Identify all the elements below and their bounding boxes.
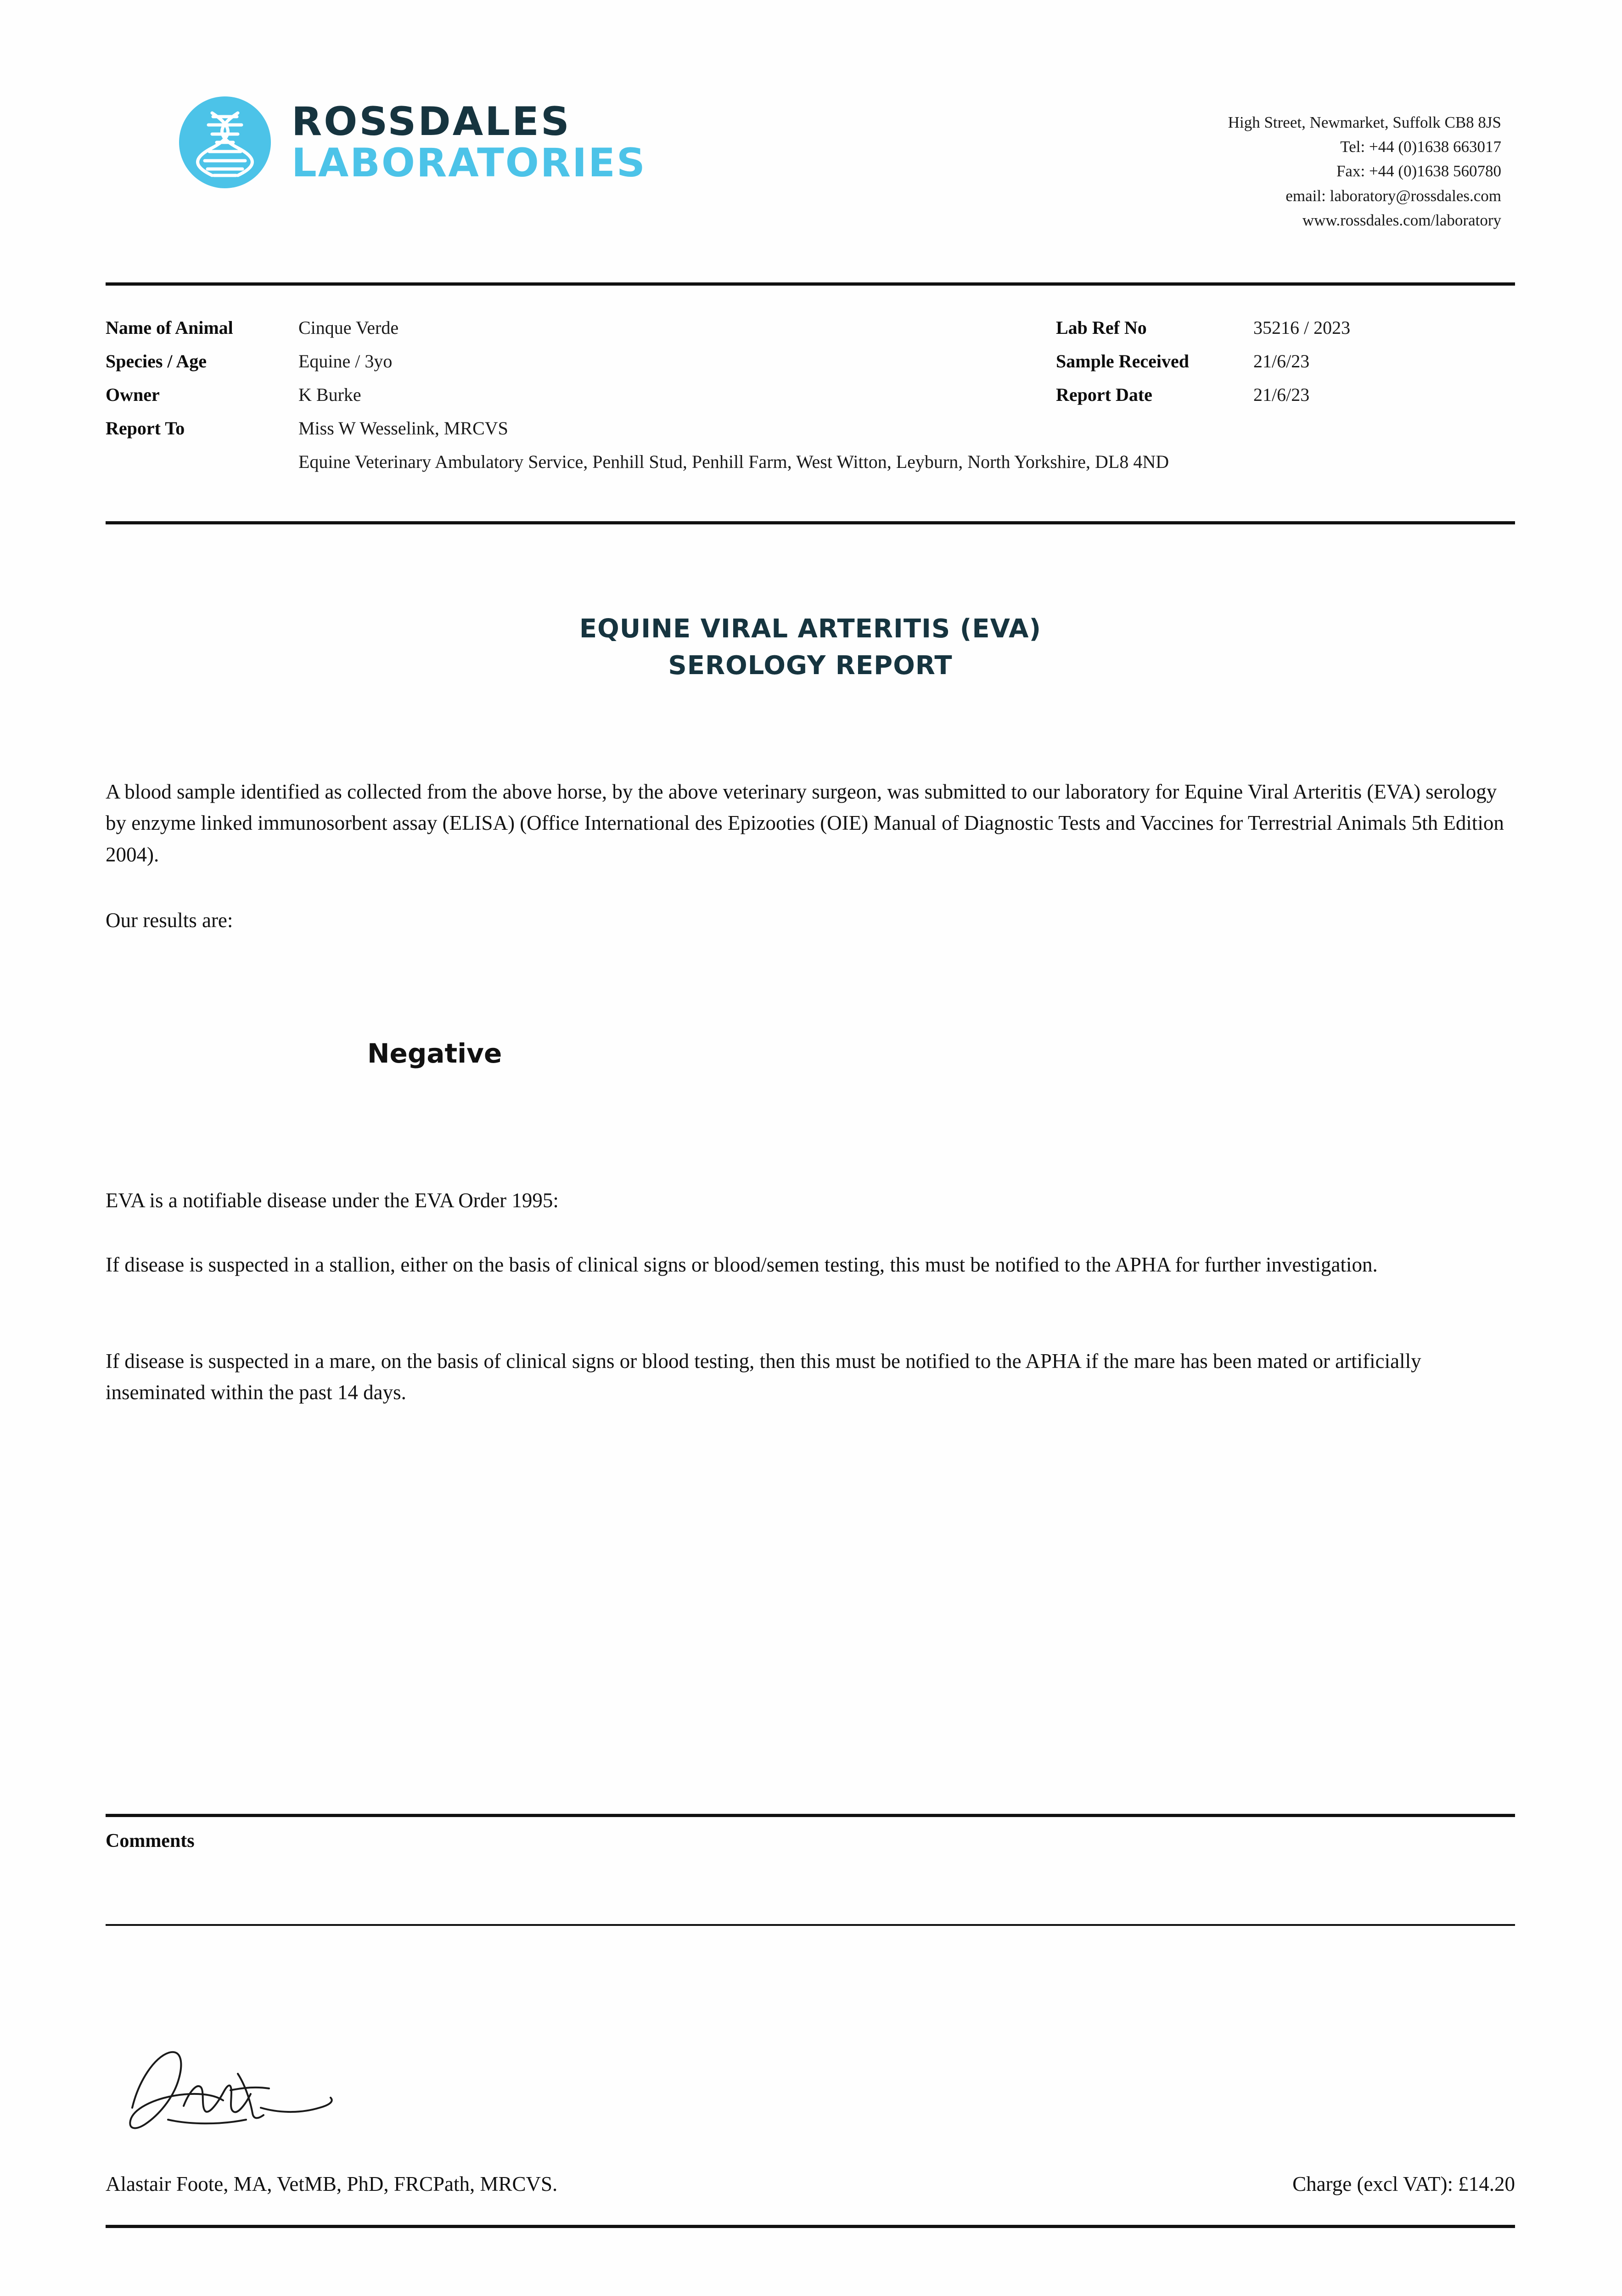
brand-wordmark — [292, 98, 646, 186]
charge-amount: Charge (excl VAT): £14.20 — [1292, 2172, 1515, 2195]
value-owner: K Burke — [298, 384, 361, 405]
handwritten-signature — [115, 2039, 464, 2154]
brand-line-1: ROSSDALES — [292, 98, 571, 145]
comments-label: Comments — [106, 1830, 195, 1851]
signatory-name: Alastair Foote, MA, VetMB, PhD, FRCPath, MRCVS. — [106, 2172, 558, 2195]
value-sample-received: 21/6/23 — [1253, 351, 1310, 371]
mare-guidance-text: If disease is suspected in a mare, on the basis of clinical signs or blood testing, then this must be notified to the APHA if the mare has been mated or artificially inseminated within the past 14 days. — [106, 1350, 1421, 1404]
value-report-to-line2: Equine Veterinary Ambulatory Service, Penhill Stud, Penhill Farm, West Witton, Leyburn, North Yorkshire, DL8 4ND — [298, 451, 1169, 472]
dna-helix-icon — [179, 96, 271, 188]
label-species-age: Species / Age — [106, 351, 207, 371]
label-lab-ref-no: Lab Ref No — [1056, 317, 1147, 338]
notifiable-disease-text: EVA is a notifiable disease under the EVA Order 1995: — [106, 1189, 559, 1212]
contact-address: High Street, Newmarket, Suffolk CB8 8JS — [1228, 113, 1501, 131]
info-row-animal — [106, 317, 1515, 338]
brand-line-2: LABORATORIES — [292, 140, 646, 186]
label-sample-received: Sample Received — [1056, 351, 1189, 371]
value-report-date: 21/6/23 — [1253, 384, 1310, 405]
contact-fax: Fax: +44 (0)1638 560780 — [1336, 162, 1501, 180]
contact-email: email: laboratory@rossdales.com — [1285, 186, 1501, 205]
label-name-of-animal: Name of Animal — [106, 317, 233, 338]
contact-tel: Tel: +44 (0)1638 663017 — [1340, 138, 1501, 156]
footer-divider — [106, 2225, 1515, 2228]
info-row-species — [106, 350, 1515, 372]
patient-info-block — [106, 317, 1515, 473]
contact-website: www.rossdales.com/laboratory — [1302, 211, 1501, 229]
value-lab-ref-no: 35216 / 2023 — [1253, 317, 1351, 338]
page-title-line-2: SEROLOGY REPORT — [668, 650, 953, 681]
header-divider-bottom — [106, 521, 1515, 524]
label-owner: Owner — [106, 384, 160, 405]
info-row-report-to — [106, 417, 1515, 439]
header-divider-top — [106, 282, 1515, 286]
results-lead-text: Our results are: — [106, 909, 233, 932]
value-species-age: Equine / 3yo — [298, 351, 393, 371]
brand-logo — [179, 96, 646, 188]
comments-divider-top — [106, 1814, 1515, 1817]
intro-paragraph: A blood sample identified as collected from the above horse, by the above veterinary surgeon, was submitted to our laboratory for Equine Viral Arteritis (EVA) serology by enzyme linked immunosorbent assay (ELISA) (Office International des Epizooties (OIE) Manual of Diagnostic Tests and Vaccines for Terrestrial Animals 5th Edition 2004). — [106, 780, 1504, 866]
label-report-date: Report Date — [1056, 384, 1152, 405]
document-header — [106, 92, 1515, 243]
stallion-guidance-text: If disease is suspected in a stallion, either on the basis of clinical signs or blood/semen testing, this must be notified to the APHA for further investigation. — [106, 1253, 1378, 1276]
value-name-of-animal: Cinque Verde — [298, 317, 399, 338]
label-report-to: Report To — [106, 418, 185, 439]
page-title — [106, 611, 1515, 684]
value-report-to-line1: Miss W Wesselink, MRCVS — [298, 418, 508, 439]
lab-contact-details — [1228, 110, 1501, 232]
comments-divider-bottom — [106, 1924, 1515, 1926]
page-title-line-1: EQUINE VIRAL ARTERITIS (EVA) — [579, 614, 1042, 644]
result-value: Negative — [367, 1038, 502, 1069]
info-row-owner — [106, 384, 1515, 405]
